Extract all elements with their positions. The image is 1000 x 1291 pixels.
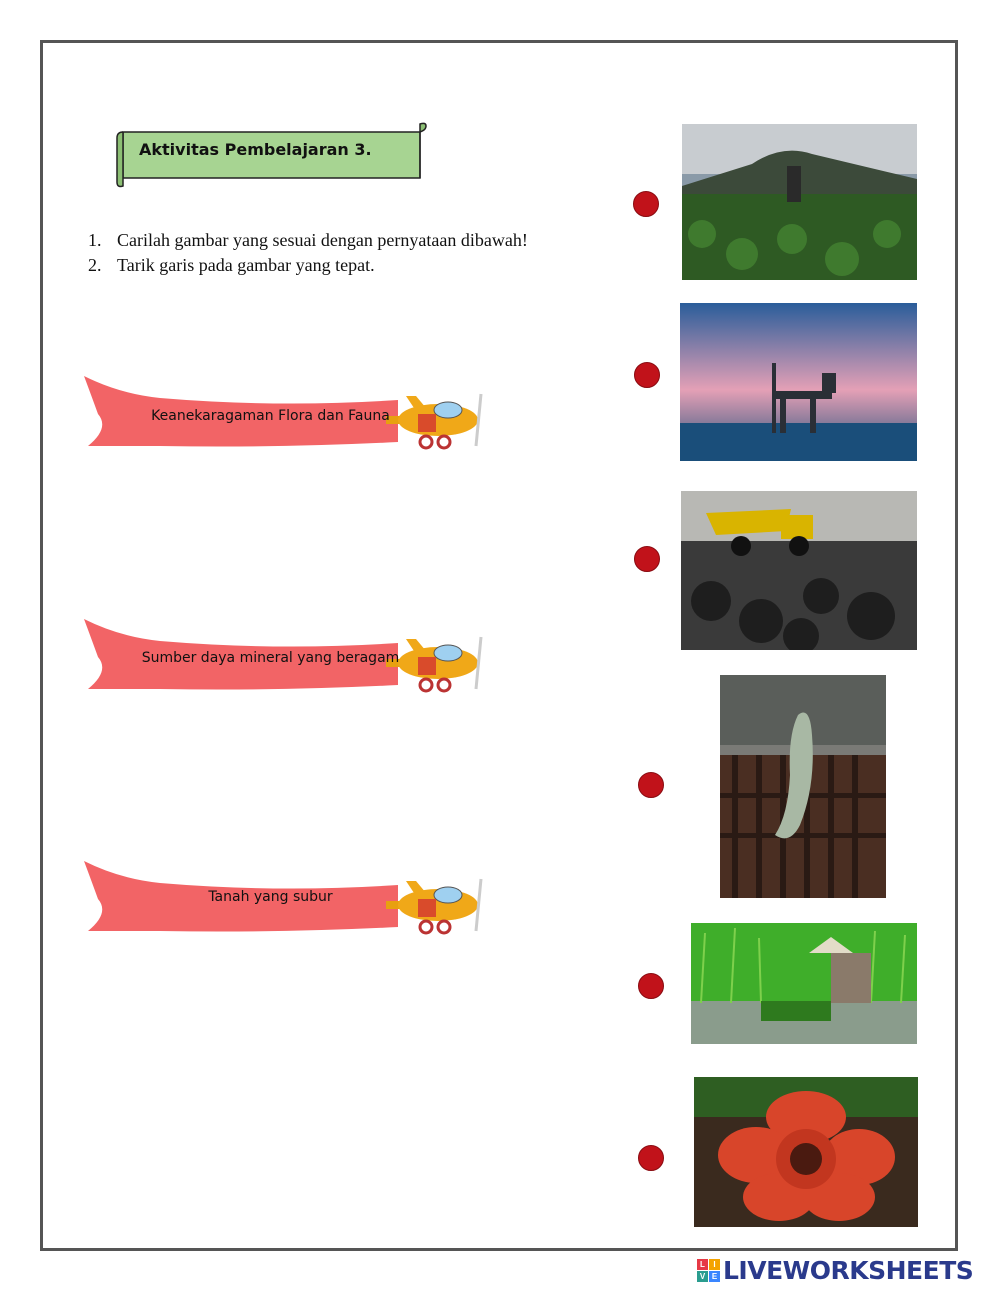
page-title: Aktivitas Pembelajaran 3.	[139, 140, 372, 159]
instruction-number: 1.	[88, 230, 102, 250]
photo-komodo-fence	[720, 675, 886, 898]
logo-letter: L	[697, 1259, 708, 1270]
photo-coal-truck	[681, 491, 917, 650]
logo-letter: I	[709, 1259, 720, 1270]
match-dot-4[interactable]	[638, 772, 664, 798]
banner-text: Tanah yang subur	[208, 889, 333, 905]
title-scroll	[115, 122, 430, 188]
liveworksheets-logo	[697, 1255, 973, 1285]
match-dot-6[interactable]	[638, 1145, 664, 1171]
instruction-item	[88, 253, 528, 278]
instruction-item	[88, 228, 528, 253]
photo-rice-planting	[691, 923, 917, 1044]
photo-oil-rig	[680, 303, 917, 461]
banner-text: Keanekaragaman Flora dan Fauna	[151, 408, 390, 424]
logo-grid-icon	[697, 1259, 720, 1282]
instructions-list	[88, 228, 528, 278]
match-dot-5[interactable]	[638, 973, 664, 999]
match-dot-2[interactable]	[634, 362, 660, 388]
instruction-text: Tarik garis pada gambar yang tepat.	[117, 255, 375, 275]
brand-name: LIVEWORKSHEETS	[723, 1255, 974, 1285]
match-dot-1[interactable]	[633, 191, 659, 217]
instruction-text: Carilah gambar yang sesuai dengan pernyataan dibawah!	[117, 230, 528, 250]
banner-soil[interactable]	[80, 857, 485, 947]
logo-letter: V	[697, 1271, 708, 1282]
banner-mineral[interactable]	[80, 615, 485, 705]
banner-text: Sumber daya mineral yang beragam	[141, 650, 400, 666]
banner-flora-fauna[interactable]	[80, 372, 485, 462]
match-dot-3[interactable]	[634, 546, 660, 572]
instruction-number: 2.	[88, 255, 102, 275]
photo-rafflesia	[694, 1077, 918, 1227]
logo-letter: E	[709, 1271, 720, 1282]
photo-volcano-field	[682, 124, 917, 280]
